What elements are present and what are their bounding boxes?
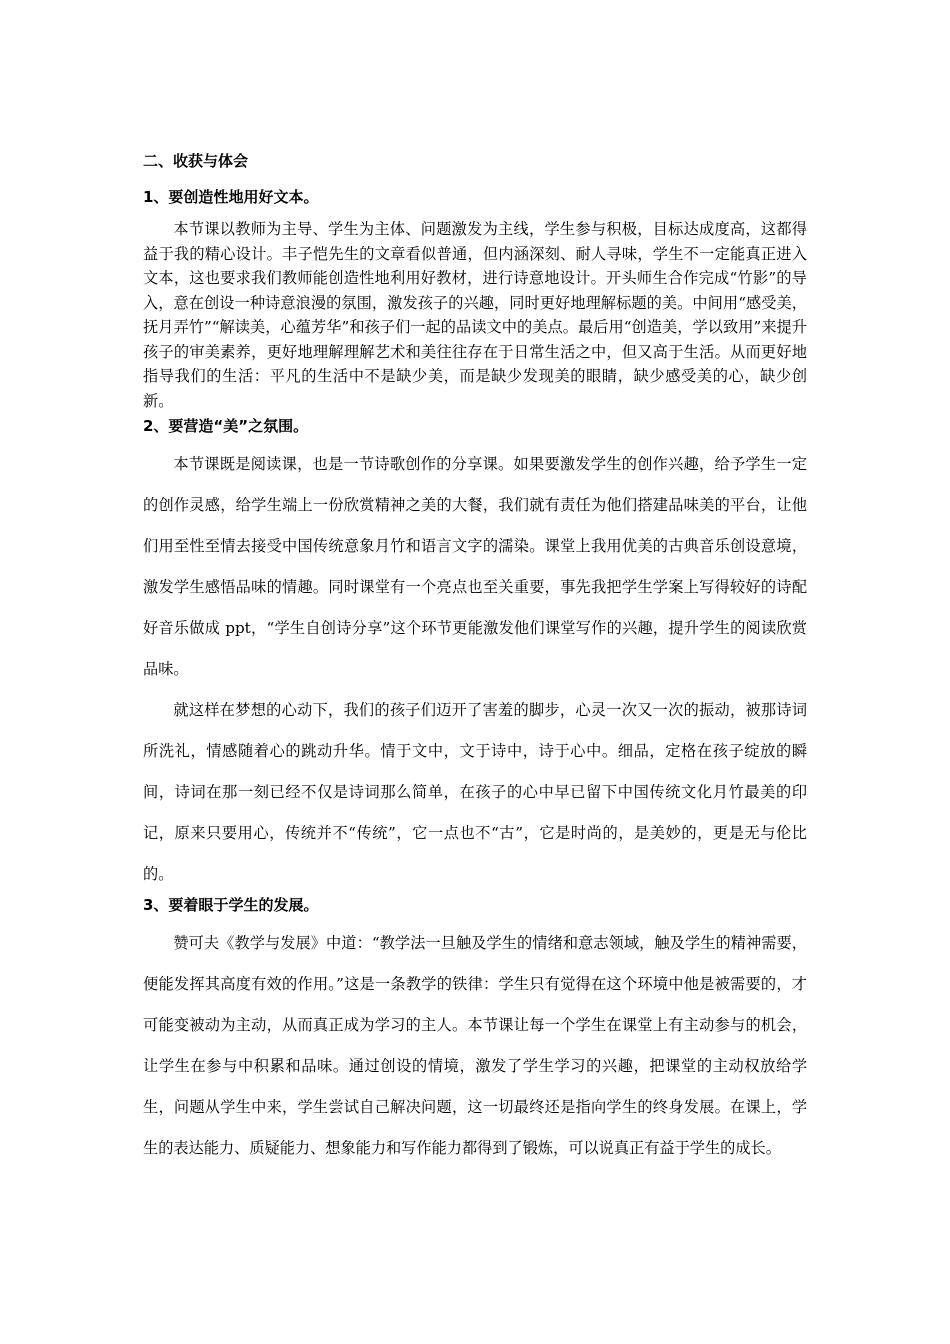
- paragraph-1: 本节课以教师为主导、学生为主体、问题激发为主线，学生参与积极，目标达成度高，这都得益于我的精心设计。丰子恺先生的文章看似普通，但内涵深刻、耐人寻味，学生不一定能真正进入文本，这也要求我们教师能创造性地利用好教材，进行诗意地设计。开头师生合作完成“竹影”的导入，意在创设一种诗意浪漫的氛围，激发孩子的兴趣，同时更好地理解标题的美。中间用“感受美，抚月弄竹”“解读美，心蕴芳华”和孩子们一起的品读文中的美点。最后用“创造美，学以致用”来提升孩子的审美素养，更好地理解理解艺术和美往往存在于日常生活之中，但又高于生活。从而更好地指导我们的生活：平凡的生活中不是缺少美，而是缺少发现美的眼睛，缺少感受美的心，缺少创新。: [143, 220, 807, 410]
- document-page: [143, 147, 807, 1169]
- subheading-1: 1、要创造性地用好文本。: [143, 188, 319, 206]
- paragraph-3: 就这样在梦想的心动下，我们的孩子们迈开了害羞的脚步，心灵一次又一次的振动，被那诗词所洗礼，情感随着心的跳动升华。情于文中，文于诗中，诗于心中。细品，定格在孩子绽放的瞬间，诗词在那一刻已经不仅是诗词那么简单，在孩子的心中早已留下中国传统文化月竹最美的印记，原来只要用心，传统并不“传统”，它一点也不“古”，它是时尚的，是美妙的，更是无与伦比的。: [143, 701, 807, 883]
- paragraph-2: 本节课既是阅读课，也是一节诗歌创作的分享课。如果要激发学生的创作兴趣，给予学生一定的创作灵感，给学生端上一份欣赏精神之美的大餐，我们就有责任为他们搭建品味美的平台，让他们用至性至情去接受中国传统意象月竹和语言文字的濡染。课堂上我用优美的古典音乐创设意境，激发学生感悟品味的情趣。同时课堂有一个亮点也至关重要，事先我把学生学案上写得较好的诗配好音乐做成 ppt，“学生自创诗分享”这个环节更能激发他们课堂写作的兴趣，提升学生的阅读欣赏品味。: [143, 455, 807, 678]
- section-title: 二、收获与体会: [143, 152, 249, 170]
- paragraph-4: 赞可夫《教学与发展》中道：“教学法一旦触及学生的情绪和意志领域，触及学生的精神需要，便能发挥其高度有效的作用。”这是一条教学的铁律：学生只有觉得在这个环境中他是被需要的，才可能变被动为主动，从而真正成为学习的主人。本节课让每一个学生在课堂上有主动参与的机会，让学生在参与中积累和品味。通过创设的情境，激发了学生学习的兴趣，把课堂的主动权放给学生，问题从学生中来，学生尝试自己解决问题，这一切最终还是指向学生的终身发展。在课上，学生的表达能力、质疑能力、想象能力和写作能力都得到了锻炼，可以说真正有益于学生的成长。: [143, 934, 807, 1157]
- subheading-2: 2、要营造“美”之氛围。: [143, 417, 309, 435]
- subheading-3: 3、要着眼于学生的发展。: [143, 896, 319, 914]
